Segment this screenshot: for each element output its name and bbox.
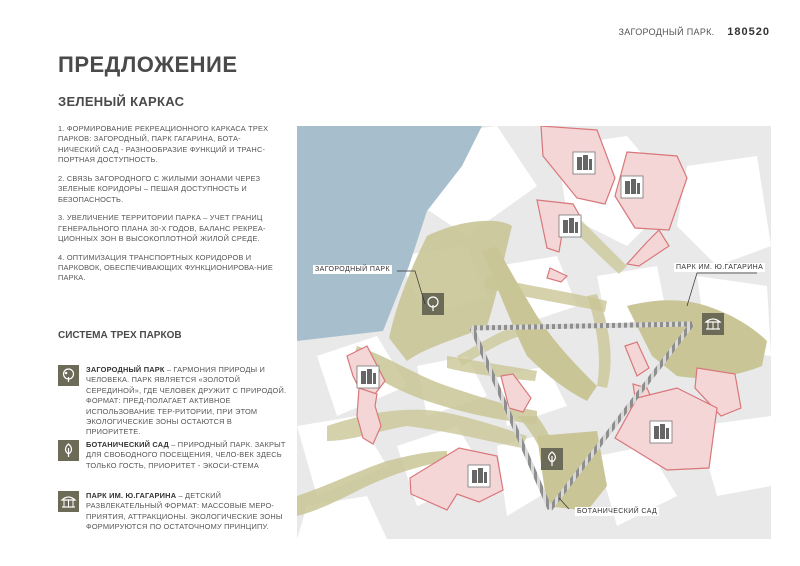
map-park-tree-icon: [422, 293, 444, 315]
label-botanical-garden: БОТАНИЧЕСКИЙ САД: [577, 508, 658, 515]
carousel-icon: [58, 491, 79, 512]
building-icon: [559, 215, 581, 237]
park-name: ПАРК ИМ. Ю.ГАГАРИНА: [86, 491, 177, 500]
building-icon: [650, 421, 672, 443]
proposal-points: [58, 124, 280, 292]
park-item-botanical: [58, 440, 288, 471]
page-title: ПРЕДЛОЖЕНИЕ: [58, 52, 238, 77]
label-zagorodny-park: ЗАГОРОДНЫЙ ПАРК: [315, 266, 390, 273]
park-item-gagarin: [58, 491, 288, 533]
building-icon: [621, 176, 643, 198]
section-subtitle: ЗЕЛЕНЫЙ КАРКАС: [58, 94, 185, 109]
park-name: ЗАГОРОДНЫЙ ПАРК: [86, 365, 165, 374]
map-canvas: [297, 126, 771, 539]
point-3: 3. УВЕЛИЧЕНИЕ ТЕРРИТОРИИ ПАРКА – УЧЕТ ГРАНИЦ ГЕНЕРАЛЬНОГО ПЛАНА 30-Х ГОДОВ, БАЛАНС РЕКРЕА-ЦИОННЫХ ЗОН В ВЫСОКОПЛОТНОЙ ЖИЛОЙ СРЕДЕ.: [58, 213, 266, 244]
map-botanical-tree-icon: [541, 448, 563, 470]
park-desc: – ПРИРОДНЫЙ ПАРК. ЗАКРЫТ ДЛЯ СВОБОДНОГО ПОСЕЩЕНИЯ, ЧЕЛО-ВЕК ЗДЕСЬ ТОЛЬКО ГОСТЬ, ПРИОРИТЕТ - ЭКОСИ-СТЕМА: [86, 440, 286, 470]
label-gagarin-park: ПАРК ИМ. Ю.ГАГАРИНА: [676, 264, 764, 271]
system-title: СИСТЕМА ТРЕХ ПАРКОВ: [58, 330, 182, 341]
park-desc: – ДЕТСКИЙ РАЗВЛЕКАТЕЛЬНЫЙ ФОРМАТ: МАССОВЫЕ МЕРО-ПРИЯТИЯ, АТТРАКЦИОНЫ. ЭКОЛОГИЧЕСКИЕ ЗОНЫ ФОРМИРУЮТСЯ ПО ОСТАТОЧНОМУ ПРИНЦИПУ.: [86, 491, 283, 532]
park-item-zagorodny: [58, 365, 288, 438]
point-4: 4. ОПТИМИЗАЦИЯ ТРАНСПОРТНЫХ КОРИДОРОВ И ПАРКОВОК, ОБЕСПЕЧИВАЮЩИХ ФУНКЦИОНИРОВА-НИЕ ПАРКА.: [58, 252, 274, 283]
building-icon: [573, 152, 595, 174]
project-code: 180520: [727, 26, 770, 38]
point-2: 2. СВЯЗЬ ЗАГОРОДНОГО С ЖИЛЫМИ ЗОНАМИ ЧЕРЕЗ ЗЕЛЕНЫЕ КОРИДОРЫ – ПЕШАЯ ДОСТУПНОСТЬ И БЕЗОПАСНОСТЬ.: [58, 173, 261, 204]
header: [619, 26, 771, 38]
point-1: 1. ФОРМИРОВАНИЕ РЕКРЕАЦИОННОГО КАРКАСА ТРЕХ ПАРКОВ: ЗАГОРОДНЫЙ, ПАРК ГАГАРИНА, БОТА-НИЧЕСКИЙ САД - РАЗНООБРАЗИЕ ФУНКЦИЙ И ТРАНС-ПОРТНАЯ ДОСТУПНОСТЬ.: [58, 124, 269, 165]
map-carousel-icon: [702, 313, 724, 335]
park-map: [297, 126, 771, 539]
building-icon: [357, 366, 379, 388]
park-name: БОТАНИЧЕСКИЙ САД: [86, 440, 169, 449]
park-desc: – ГАРМОНИЯ ПРИРОДЫ И ЧЕЛОВЕКА. ПАРК ЯВЛЯЕТСЯ «ЗОЛОТОЙ СЕРЕДИНОЙ», ГДЕ ЧЕЛОВЕК ДРУЖИТ С ПРИРОДОЙ. ФОРМАТ: ПРЕД-ПОЛАГАЕТ АКТИВНОЕ ИСПОЛЬЗОВАНИЕ ТЕР-РИТОРИИ, ПРИ ЭТОМ ЭКОЛОГИЧЕСКИЕ ЗОНЫ ОСТАЮТСЯ В ПРИОРИТЕТЕ.: [86, 365, 287, 437]
building-icon: [468, 465, 490, 487]
botanical-tree-icon: [58, 440, 79, 461]
park-tree-icon: [58, 365, 79, 386]
project-name: ЗАГОРОДНЫЙ ПАРК.: [618, 27, 715, 37]
